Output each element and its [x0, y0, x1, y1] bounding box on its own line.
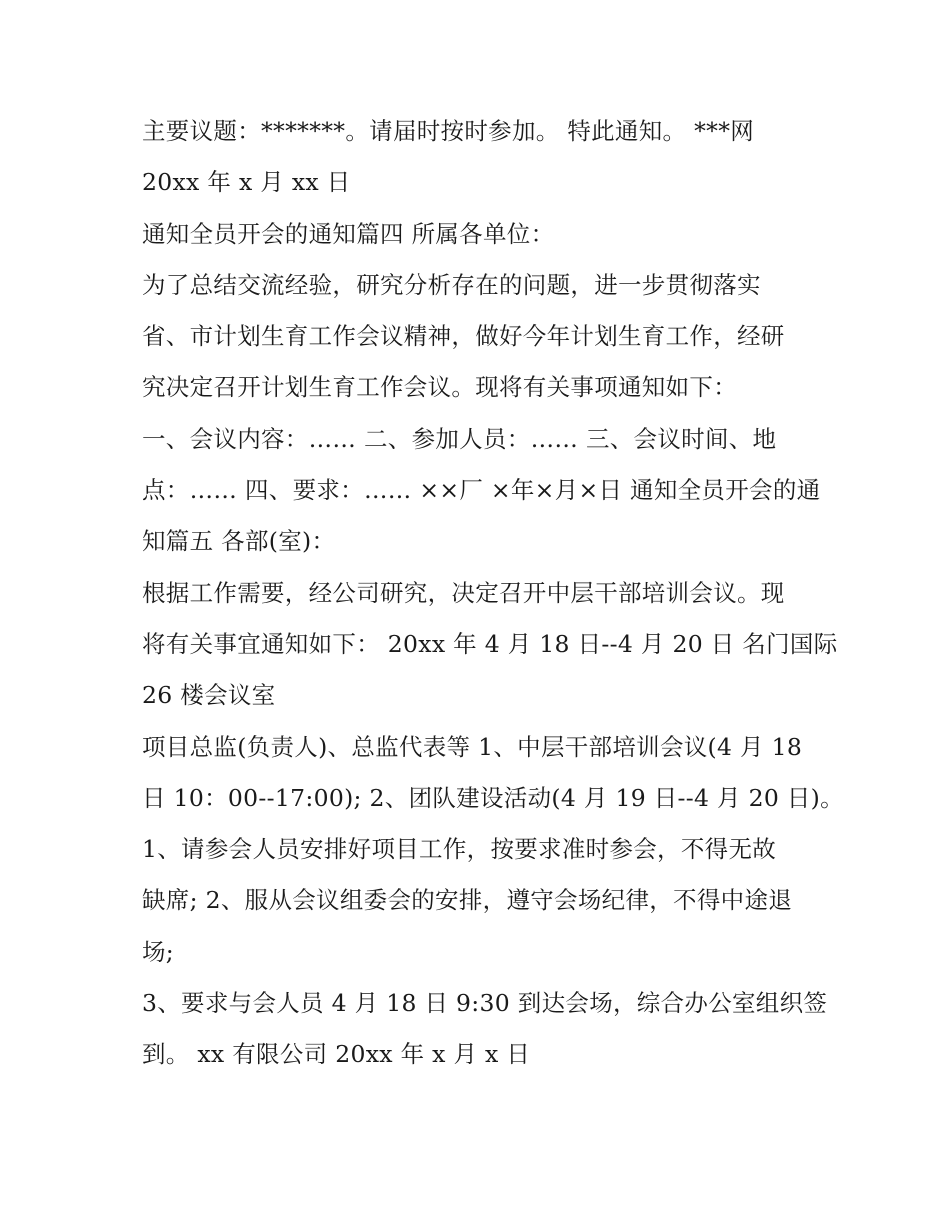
text-line: 通知全员开会的通知篇四 所属各单位：: [142, 219, 555, 248]
text-line: 项目总监(负责人)、总监代表等 1、中层干部培训会议(4 月 18: [142, 732, 803, 761]
text-line: 省、市计划生育工作会议精神，做好今年计划生育工作，经研: [142, 322, 785, 351]
text-line: 缺席; 2、服从会议组委会的安排，遵守会场纪律，不得中途退: [142, 886, 793, 915]
text-line: 3、要求与会人员 4 月 18 日 9:30 到达会场，综合办公室组织签: [142, 989, 828, 1018]
text-line: 点：…… 四、要求：…… ××厂 ×年×月×日 通知全员开会的通: [142, 476, 821, 505]
text-line: 日 10：00--17:00); 2、团队建设活动(4 月 19 日--4 月 20 日)。: [142, 783, 844, 812]
text-line: 1、请参会人员安排好项目工作，按要求准时参会，不得无故: [142, 835, 777, 864]
text-line: 知篇五 各部(室)：: [142, 527, 336, 556]
text-line: 20xx 年 x 月 xx 日: [142, 168, 351, 197]
document-body: [142, 106, 844, 1081]
text-line: 一、会议内容：…… 二、参加人员：…… 三、会议时间、地: [142, 424, 777, 453]
text-line: 将有关事宜通知如下： 20xx 年 4 月 18 日--4 月 20 日 名门国际: [142, 629, 838, 658]
text-line: 场;: [142, 937, 175, 966]
text-line: 为了总结交流经验，研究分析存在的问题，进一步贯彻落实: [142, 270, 761, 299]
text-line: 根据工作需要，经公司研究，决定召开中层干部培训会议。现: [142, 578, 785, 607]
text-line: 到。 xx 有限公司 20xx 年 x 月 x 日: [142, 1040, 531, 1069]
text-line: 主要议题：*******。请届时按时参加。 特此通知。 ***网: [142, 117, 755, 145]
text-line: 26 楼会议室: [142, 681, 276, 710]
text-line: 究决定召开计划生育工作会议。现将有关事项通知如下：: [142, 373, 737, 402]
